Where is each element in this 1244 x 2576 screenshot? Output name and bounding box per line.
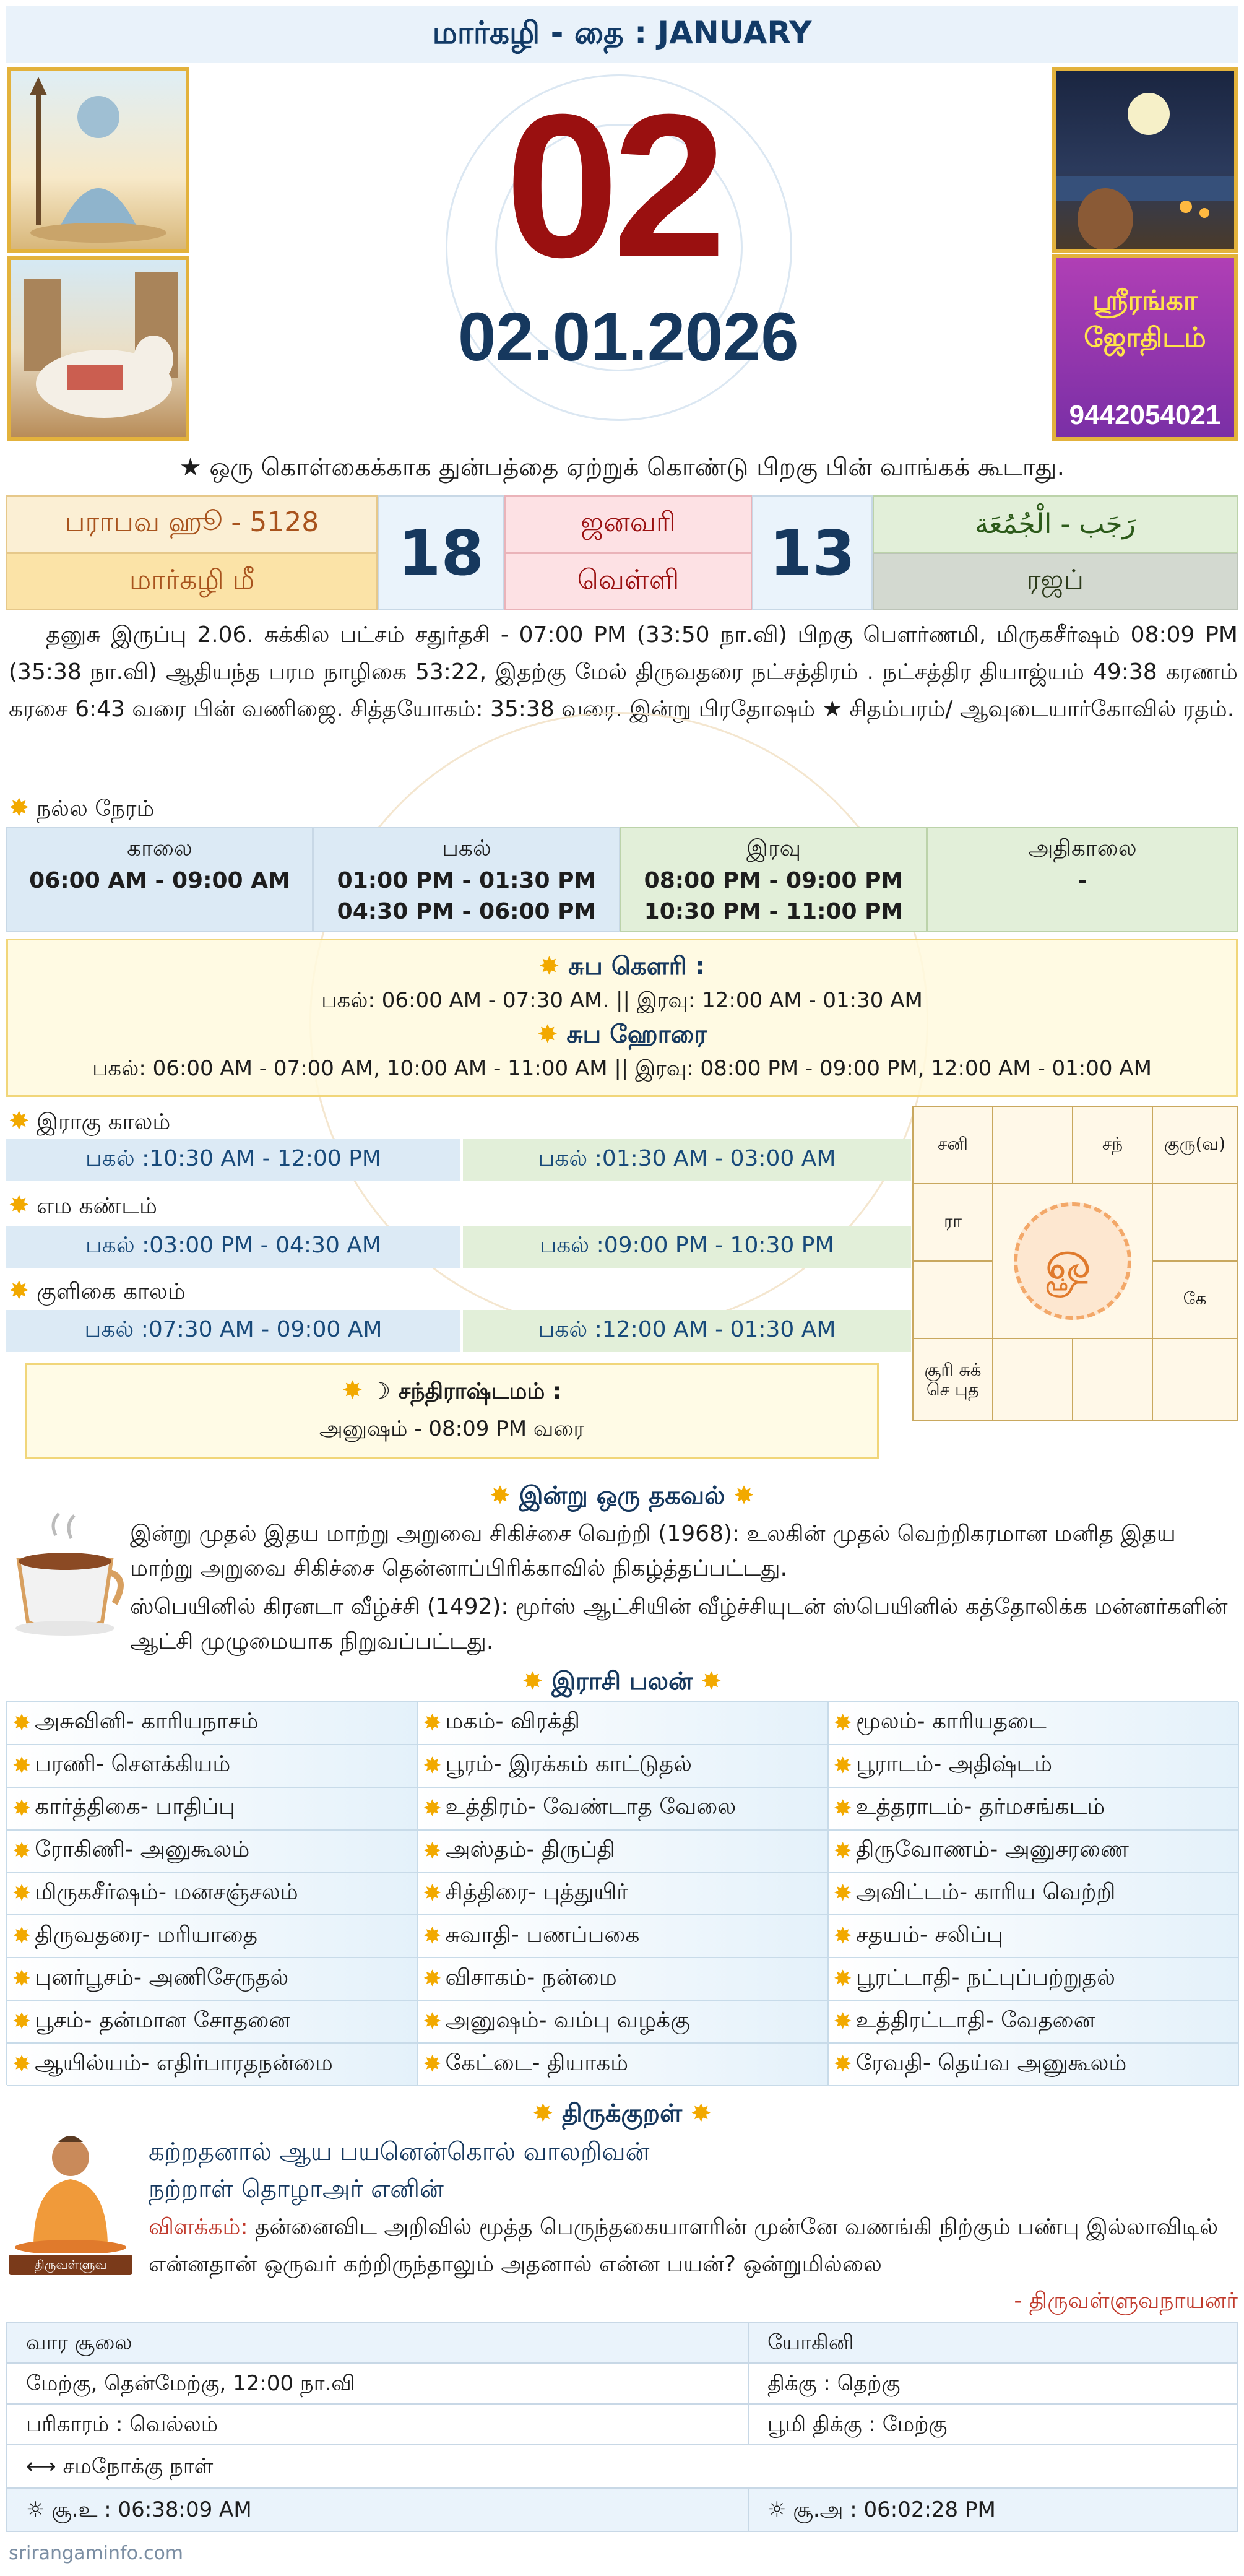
rasi-item (418, 1831, 828, 1873)
samanokku-text: ⟷ சமநோக்கு நாள் (26, 2454, 214, 2479)
rasi-item (829, 1745, 1239, 1788)
rasi-item-label: கேட்டை- தியாகம் (445, 2050, 629, 2076)
kural-explanation (149, 2209, 1238, 2283)
chart-cell (1152, 1338, 1238, 1421)
rasi-item (7, 1745, 418, 1788)
star-icon: ✸ (833, 1710, 852, 1736)
gowri-text: பகல்: 06:00 AM - 07:30 AM. || இரவு: 12:00 AM - 01:30 AM (321, 988, 923, 1013)
footer-cell (6, 2403, 749, 2445)
kural-author: - திருவள்ளுவநாயனர் (1014, 2288, 1238, 2314)
vara-soolai-header (6, 2322, 749, 2364)
sunrise-text: ☼ சூ.உ : 06:38:09 AM (26, 2497, 252, 2522)
rasi-item (7, 2044, 418, 2086)
rasi-item-label: உத்திரம்- வேண்டாத வேலை (445, 1794, 736, 1820)
kalam-heading (9, 1104, 380, 1138)
rasi-item (829, 1873, 1239, 1916)
rasi-item-label: விசாகம்- நன்மை (445, 1964, 617, 1990)
vara-soolai-label: வார சூலை (26, 2330, 132, 2355)
rasi-item-label: ரேவதி- தெய்வ அனுகூலம் (855, 2050, 1127, 2076)
info-paragraph-1: இன்று முதல் இதய மாற்று அறுவை சிகிச்சை வெற்றி (1968): உலகின் முதல் வெற்றிகரமான மனித இதய மாற்று அறுவை சிகிச்சை தென்னாப்பிரிக்காவில் நிகழ்த்தப்பட்டது. (130, 1521, 1176, 1581)
star-icon: ✸ (12, 1710, 32, 1736)
star-icon: ✸ (9, 1107, 30, 1135)
nalla-col-time: 08:00 PM - 09:00 PM (644, 868, 904, 893)
footer-cell (6, 2444, 1238, 2489)
chart-cell: குரு(வ) (1152, 1106, 1238, 1184)
star-icon: ✸ (9, 794, 30, 822)
rasi-grid (6, 1701, 1238, 2085)
rasi-item-label: பூராடம்- அதிஷ்டம் (855, 1751, 1053, 1777)
star-icon: ✸ (423, 1966, 442, 1992)
site-link[interactable]: srirangaminfo.com (9, 2543, 184, 2564)
rasi-item (418, 1873, 828, 1916)
rasi-item-label: மிருகசீர்ஷம்- மனசஞ்சலம் (35, 1879, 298, 1905)
chart-cell (1152, 1183, 1238, 1262)
nalla-col-dawn (927, 827, 1238, 932)
star-icon: ✸ (12, 2009, 32, 2035)
rasi-chart (912, 1106, 1238, 1421)
nalla-col-label: காலை (127, 836, 192, 861)
chart-cell: ரா (912, 1183, 993, 1262)
rasi-item (7, 1831, 418, 1873)
star-icon: ✸ (12, 1753, 32, 1779)
nalla-col-night (620, 827, 927, 932)
star-icon: ✸ (833, 1795, 852, 1821)
star-icon: ✸ (9, 1277, 30, 1305)
rasi-item (418, 1958, 828, 2001)
rasi-item (829, 2001, 1239, 2044)
star-icon: ✸ (9, 1191, 30, 1220)
thikku-value: திக்கு : தெற்கு (767, 2371, 901, 2396)
rasi-item-label: அனுஷம்- வம்பு வழக்கு (445, 2007, 690, 2033)
thiruvalluvar-image (9, 2130, 132, 2292)
star-icon: ✸ (701, 1667, 722, 1696)
info-title: இன்று ஒரு தகவல் (519, 1481, 725, 1510)
chandrashtamam-text: அனுஷம் - 08:09 PM வரை (319, 1416, 585, 1441)
ema-day: பகல் :03:00 PM - 04:30 AM (6, 1226, 460, 1268)
rasi-item (418, 1745, 828, 1788)
tea-cup-icon (12, 1511, 130, 1641)
rasi-item (7, 1702, 418, 1745)
month-header: மார்கழி - தை : JANUARY (6, 6, 1238, 63)
rasi-item-label: அஸ்தம்- திருப்தி (445, 1837, 616, 1863)
hijri-day: 13 (752, 495, 873, 610)
horai-text: பகல்: 06:00 AM - 07:00 AM, 10:00 AM - 11:00 AM || இரவு: 08:00 PM - 09:00 PM, 12:00 AM - 01:00 AM (92, 1056, 1152, 1081)
rasi-item (418, 1915, 828, 1958)
star-icon: ✸ (833, 1966, 852, 1992)
ema-night: பகல் :09:00 PM - 10:30 PM (463, 1226, 911, 1268)
rasi-item (418, 1702, 828, 1745)
rasi-item (829, 1831, 1239, 1873)
star-icon: ✸ (12, 1966, 32, 1992)
tamil-month: மார்கழி மீ (6, 553, 378, 610)
rasi-item (418, 2044, 828, 2086)
chandrashtamam-box (25, 1363, 879, 1459)
rasi-item (7, 2001, 418, 2044)
vara-soolai-value: மேற்கு, தென்மேற்கு, 12:00 நா.வி (26, 2371, 355, 2396)
star-icon: ✸ (12, 2052, 32, 2078)
star-icon: ✸ (423, 1710, 442, 1736)
star-icon: ✸ (423, 1881, 442, 1907)
rasi-item-label: பூரட்டாதி- நட்புப்பற்றுதல் (855, 1964, 1115, 1990)
tamil-day: 18 (378, 495, 504, 610)
nalla-col-time: 04:30 PM - 06:00 PM (337, 899, 597, 924)
nalla-col-time: 01:00 PM - 01:30 PM (337, 868, 597, 893)
moon-prayer-image (1052, 67, 1238, 253)
star-icon: ✸ (423, 1753, 442, 1779)
chart-center (992, 1183, 1153, 1339)
bhumi-thikku-value: பூமி திக்கு : மேற்கு (767, 2412, 948, 2437)
star-icon: ✸ (833, 1923, 852, 1949)
rasi-item-label: திருவோணம்- அனுசரணை (855, 1837, 1129, 1863)
chandrashtamam-heading (27, 1374, 877, 1408)
om-icon: ௐ (1014, 1202, 1131, 1320)
rasi-item (829, 1958, 1239, 2001)
chart-cell: சனி (912, 1106, 993, 1184)
info-heading (0, 1477, 1244, 1514)
rasi-item-label: மகம்- விரக்தி (445, 1709, 580, 1735)
kalam-heading (9, 1274, 380, 1308)
nalla-col-label: அதிகாலை (1028, 836, 1137, 861)
horai-title: சுப ஹோரை (566, 1020, 707, 1049)
chart-cell: சந் (1072, 1106, 1153, 1184)
nalla-col-time: - (1078, 868, 1087, 893)
star-icon: ✸ (537, 1020, 558, 1049)
rasi-item-label: சித்திரை- புத்துயிர் (445, 1879, 628, 1905)
star-icon: ✸ (423, 2009, 442, 2035)
rasi-item-label: அசுவினி- காரியநாசம் (35, 1709, 259, 1735)
rasi-item-label: அவிட்டம்- காரிய வெற்றி (855, 1879, 1116, 1905)
kural-title: திருக்குறள் (561, 2099, 683, 2128)
day-number: 02 (505, 71, 720, 300)
star-icon: ✸ (733, 1481, 754, 1510)
sunset-text: ☼ சூ.அ : 06:02:28 PM (767, 2497, 996, 2522)
star-icon: ✸ (522, 1667, 543, 1696)
brand-logo (1052, 254, 1238, 441)
star-icon: ✸ (833, 1838, 852, 1864)
rasi-item-label: சுவாதி- பணப்பகை (445, 1922, 640, 1948)
gowri-heading (8, 949, 1236, 984)
rasi-item (7, 1915, 418, 1958)
star-icon: ✸ (833, 2009, 852, 2035)
brand-phone: 9442054021 (1069, 400, 1221, 430)
nandi-image (7, 256, 189, 441)
hijri-month-arabic: رَجَب - الْجُمُعَة (873, 495, 1238, 553)
rasi-item-label: சதயம்- சலிப்பு (855, 1922, 1003, 1948)
star-icon: ✸ (833, 1753, 852, 1779)
star-icon: ✸ (12, 1795, 32, 1821)
rasi-item-label: பூரம்- இரக்கம் காட்டுதல் (445, 1751, 692, 1777)
star-icon: ✸ (12, 1881, 32, 1907)
rasi-item (418, 2001, 828, 2044)
chart-cell (1072, 1338, 1153, 1421)
quote-line: ★ ஒரு கொள்கைக்காக துன்பத்தை ஏற்றுக் கொண்டு பிறகு பின் வாங்கக் கூடாது. (179, 453, 1065, 482)
star-icon: ✸ (12, 1923, 32, 1949)
gowri-title: சுப கௌரி : (568, 952, 706, 981)
kuligai-night: பகல் :12:00 AM - 01:30 AM (463, 1310, 911, 1352)
rasi-item-label: ரோகிணி- அனுகூலம் (35, 1837, 250, 1863)
rasi-item-label: ஆயில்யம்- எதிர்பாரதநன்மை (35, 2050, 333, 2076)
chart-cell (912, 1260, 993, 1339)
star-icon: ✸ (423, 1923, 442, 1949)
panchangam-text: தனுசு இருப்பு 2.06. சுக்கில பட்சம் சதுர்தசி - 07:00 PM (33:50 நா.வி) பிறகு பௌர்ணமி, மிருகசீர்ஷம் 08:09 PM (35:38 நா.வி) ஆதியந்த பரம நாழிகை 53:22, இதற்கு மேல் திருவதரை நட்சத்திரம் . நட்சத்திர தியாஜ்யம் 49:38 கரணம் கரசை 6:43 வரை பின் வணிஜை. சித்தயோகம்: 35:38 வரை. இன்று பிரதோஷம் ★ சிதம்பரம்/ ஆவுடையார்கோவில் ரதம். (9, 622, 1238, 722)
star-icon: ✸ (423, 1795, 442, 1821)
star-icon: ✸ (532, 2099, 554, 2128)
rasi-item-label: புனர்பூசம்- அணிசேருதல் (35, 1964, 289, 1990)
kalam-title: இராகு காலம் (36, 1109, 171, 1135)
nalla-col-label: பகல் (442, 836, 491, 861)
rasi-item-label: உத்தராடம்- தர்மசங்கடம் (855, 1794, 1105, 1820)
explanation-label: விளக்கம்: (149, 2214, 248, 2240)
nalla-neram-table (6, 827, 1238, 932)
nalla-col-time: 06:00 AM - 09:00 AM (29, 868, 290, 893)
yogini-header (748, 2322, 1238, 2364)
star-icon: ✸ (423, 2052, 442, 2078)
rasi-item-label: பூசம்- தன்மான சோதனை (35, 2007, 291, 2033)
shiva-image (7, 67, 189, 253)
kalam-title: குளிகை காலம் (36, 1279, 186, 1304)
rasi-item (418, 1788, 828, 1831)
full-date: 02.01.2026 (458, 299, 799, 375)
chart-cell: கே (1152, 1260, 1238, 1339)
star-icon: ✸ (342, 1376, 363, 1405)
rasi-item (829, 1788, 1239, 1831)
rasi-item-label: பரணி- சௌக்கியம் (35, 1751, 231, 1777)
star-icon: ✸ (12, 1838, 32, 1864)
gowri-box (6, 939, 1238, 1097)
rasi-item (829, 2044, 1239, 2086)
rasi-item-label: திருவதரை- மரியாதை (35, 1922, 258, 1948)
rahu-night: பகல் :01:30 AM - 03:00 AM (463, 1139, 911, 1181)
star-icon: ✸ (690, 2099, 712, 2128)
nalla-col-time: 10:30 PM - 11:00 PM (644, 899, 904, 924)
explanation-text: தன்னைவிட அறிவில் மூத்த பெருந்தகையாளரின் முன்னே வணங்கி நிற்கும் பண்பு இல்லாவிடில் என்னதான் ஒருவர் கற்றிருந்தாலும் அதனால் என்ன பயன்? ஒன்றுமில்லை (149, 2214, 1219, 2277)
rasi-title: இராசி பலன் (551, 1667, 693, 1696)
english-month: ஜனவரி (504, 495, 752, 553)
rasi-item (829, 1915, 1239, 1958)
footer-cell (748, 2362, 1238, 2405)
tamil-year: பராபவ ஹூ - 5128 (6, 495, 378, 553)
kalam-title: எம கண்டம் (36, 1194, 157, 1219)
kalam-heading (9, 1189, 380, 1222)
rasi-heading (0, 1663, 1244, 1700)
brand-name: ஸ்ரீரங்கா ஜோதிடம் (1084, 285, 1206, 353)
nalla-col-label: இரவு (746, 836, 801, 861)
kuligai-day: பகல் :07:30 AM - 09:00 AM (6, 1310, 460, 1352)
hijri-month-tamil: ரஜப் (873, 553, 1238, 610)
day-band (6, 495, 1238, 610)
kural-heading (0, 2095, 1244, 2132)
chandrashtamam-title: ☽ சந்திராஷ்டமம் : (370, 1379, 562, 1404)
footer-cell (6, 2362, 749, 2405)
footer-cell (748, 2487, 1238, 2532)
rahu-day: பகல் :10:30 AM - 12:00 PM (6, 1139, 460, 1181)
yogini-label: யோகினி (767, 2330, 854, 2355)
rasi-item-label: கார்த்திகை- பாதிப்பு (35, 1794, 235, 1820)
rasi-item (7, 1788, 418, 1831)
horai-heading (8, 1017, 1236, 1052)
parikaram-value: பரிகாரம் : வெல்லம் (26, 2412, 218, 2437)
rasi-item (7, 1958, 418, 2001)
nalla-neram-title: நல்ல நேரம் (36, 796, 155, 822)
footer-cell (6, 2487, 749, 2532)
star-icon: ✸ (538, 952, 560, 981)
chart-cell: சூரி சுக் செ புத (912, 1338, 993, 1421)
thiruvalluvar-caption: திருவள்ளுவ நாயனார் (9, 2255, 132, 2275)
chart-cell (992, 1338, 1073, 1421)
nalla-neram-heading (9, 791, 380, 825)
chart-cell (992, 1106, 1073, 1184)
info-paragraph-2: ஸ்பெயினில் கிரனடா வீழ்ச்சி (1492): மூர்ஸ் ஆட்சியின் வீழ்ச்சியுடன் ஸ்பெயினில் கத்தோலிக்க மன்னர்களின் ஆட்சி முழுமையாக நிறுவப்பட்டது. (130, 1594, 1228, 1654)
rasi-item (829, 1702, 1239, 1745)
star-icon: ✸ (423, 1838, 442, 1864)
nalla-col-morning (6, 827, 313, 932)
kural-line-1: கற்றதனால் ஆய பயனென்கொல் வாலறிவன் (149, 2138, 650, 2166)
nalla-col-day (313, 827, 620, 932)
footer-cell (748, 2403, 1238, 2445)
star-icon: ✸ (490, 1481, 511, 1510)
star-icon: ✸ (833, 1881, 852, 1907)
weekday: வெள்ளி (504, 553, 752, 610)
rasi-item-label: உத்திரட்டாதி- வேதனை (855, 2007, 1095, 2033)
kural-line-2: நற்றாள் தொழாஅர் எனின் (149, 2175, 444, 2203)
footer-table (6, 2322, 1238, 2537)
rasi-item-label: மூலம்- காரியதடை (855, 1709, 1047, 1735)
rasi-item (7, 1873, 418, 1916)
star-icon: ✸ (833, 2052, 852, 2078)
